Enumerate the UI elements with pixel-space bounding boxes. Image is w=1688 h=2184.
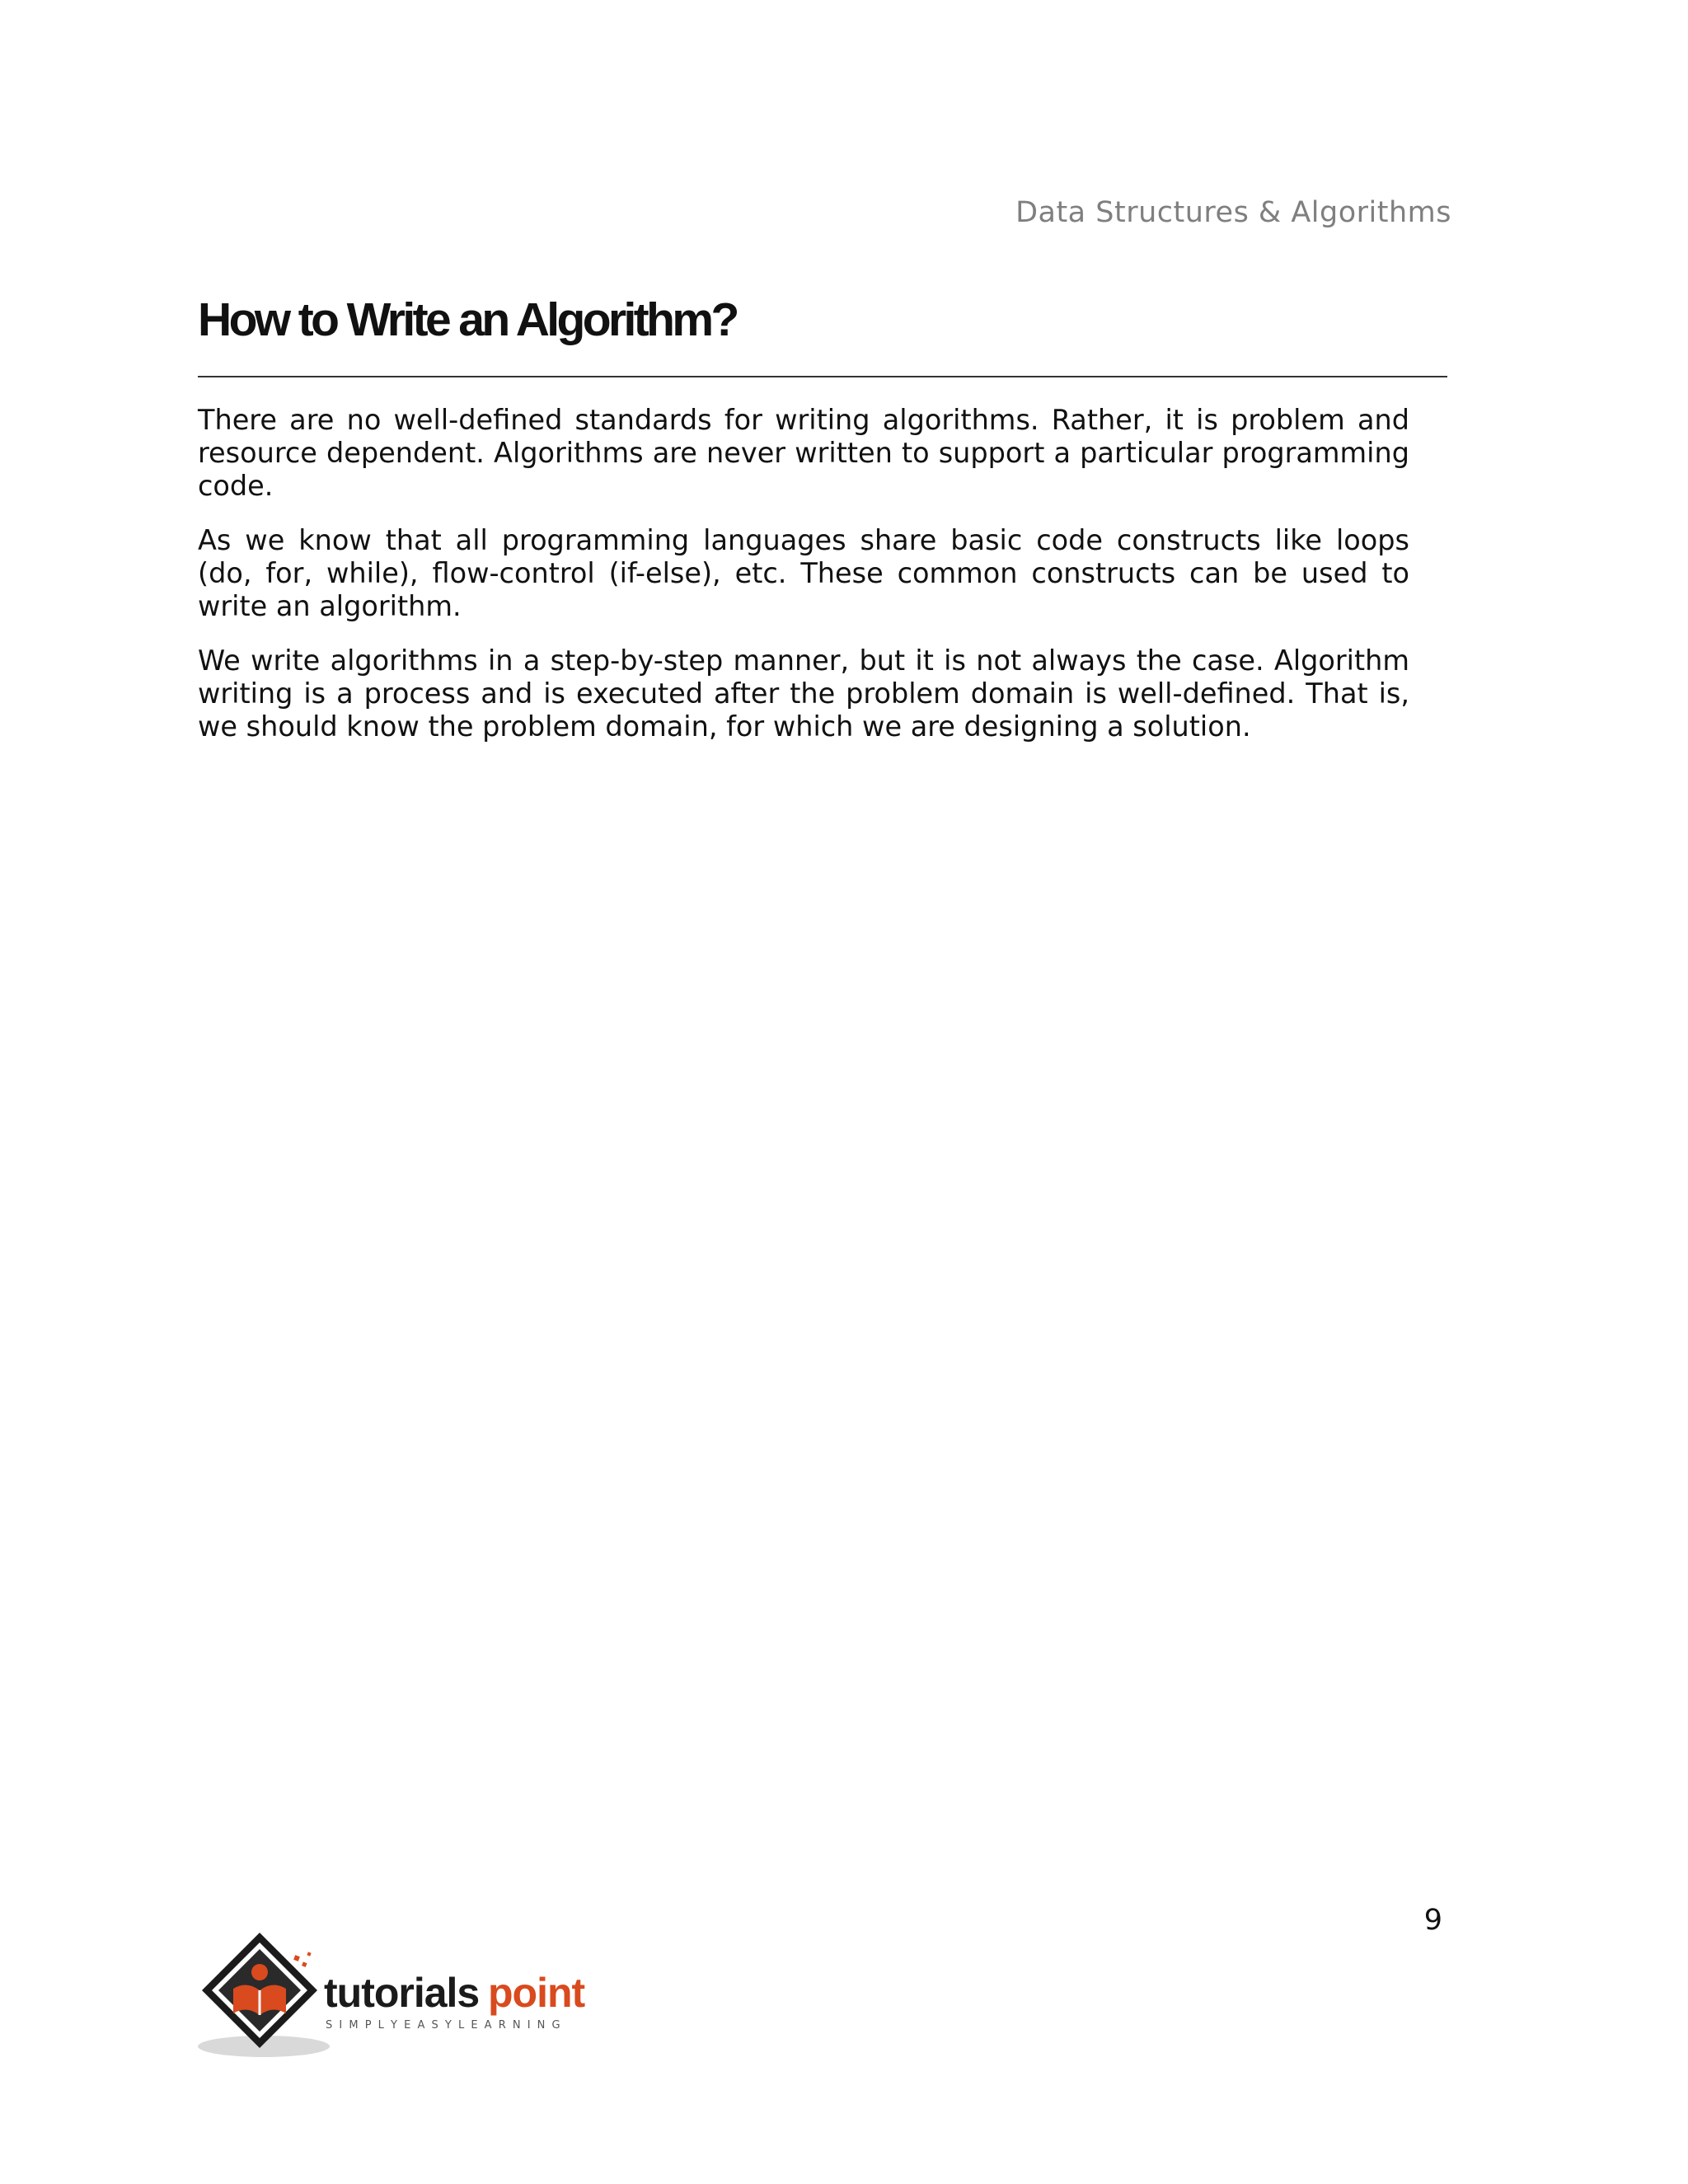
paragraph-2: As we know that all programming languages share basic code constructs like loops (do, for, while), flow-control (if-else), etc. These common constructs can be used to write an algorithm. [198,524,1409,622]
running-header: Data Structures & Algorithms [1015,196,1451,229]
logo-emblem-icon [202,1933,317,2048]
logo-tagline: S I M P L Y E A S Y L E A R N I N G [326,2019,562,2032]
tutorialspoint-logo [194,1924,639,2064]
page-number: 9 [1423,1904,1442,1937]
paragraph-3: We write algorithms in a step-by-step manner, but it is not always the case. Algorithm writing is a process and is executed after the problem domain is well-defined. That is, we should know the problem domain, for which we are designing a solution. [198,644,1409,743]
title-divider [198,376,1447,377]
section-title: How to Write an Algorithm? [198,293,737,346]
logo-brand-left: tutorials [324,1970,480,2016]
logo-brand-right: point [488,1970,585,2016]
paragraph-1: There are no well-defined standards for writing algorithms. Rather, it is problem and resource dependent. Algorithms are never written to support a particular programming code. [198,404,1409,502]
body-text [198,404,1409,765]
